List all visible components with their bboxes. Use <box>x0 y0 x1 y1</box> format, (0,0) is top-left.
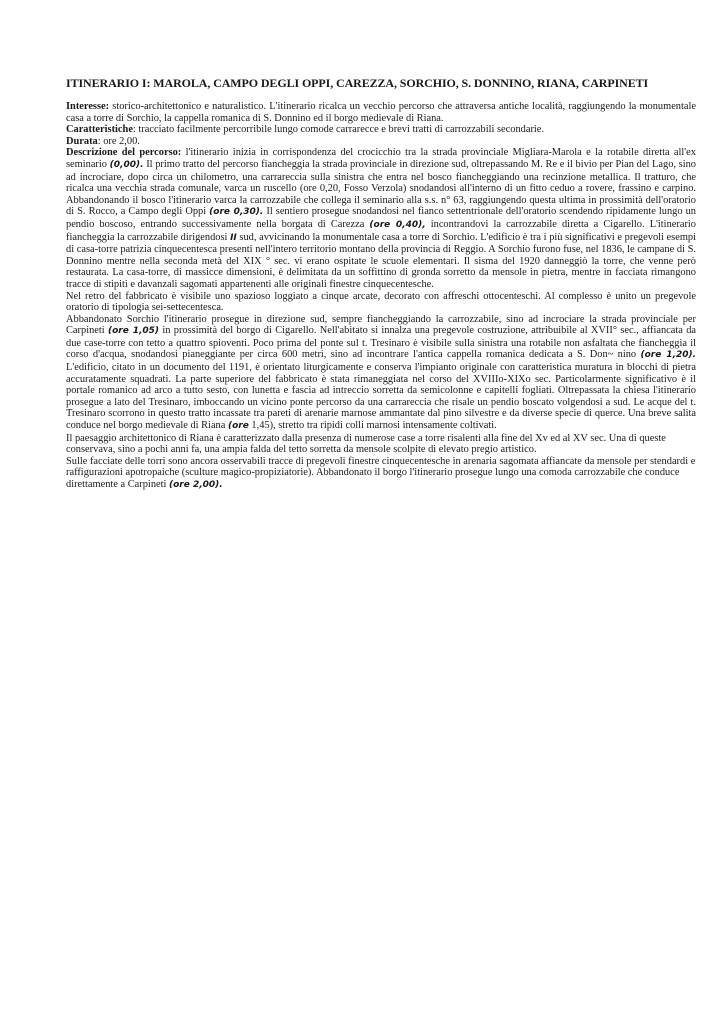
paragraph-abbandonato <box>66 314 696 433</box>
text-caratteristiche: : tracciato facilmente percorribile lungo comode carrarecce e brevi tratti di carrozzabili secondarie. <box>132 124 545 136</box>
handwritten-time-note: (ore 1,05) <box>108 326 160 337</box>
text-segment: in prossimità del borgo di Cigarello. Nell'abitato si innalza una pregevole costruzione, attribuibile al XVII° sec., affiancata da due case-torre con tetto a quattro spioventi. Poco prima del ponte sul t. Tresinaro è visibile sulla sinistra una rotabile non asfaltata che fiancheggia il corso d'acqua, snodandosi pianeggiante per circa 600 metri, sino ad incontrare l'antica cappella romanica dedicata a S. Don~ nino <box>66 325 697 361</box>
document-body <box>66 76 696 492</box>
text-segment: incontrandovi la carrozzabile diretta a Cigarello. L'itinerario fiancheggia la carrozzabile dirigendosi <box>66 218 696 243</box>
paragraph-retro: Nel retro del fabbricato è visibile uno spazioso loggiato a cinque arcate, decorato con affreschi ottocenteschi. Al complesso è unito un pregevole oratorio di tipologia sei-settecentesca. <box>66 290 696 314</box>
label-caratteristiche: Caratteristiche <box>66 124 133 136</box>
text-interesse: storico-architettonico e naturalistico. L'itinerario ricalca un vecchio percorso che attraversa antiche località, raggiungendo la monumentale casa a torre di Sorchio, la cappella romanica di S. Donnino ed il borgo medievale di Riana. <box>66 101 696 124</box>
text-segment: Abbandonato Sorchio l'itinerario prosegue in direzione sud, sempre fiancheggiando la carrozzabile, sino ad incrociare la strada provinciale per Carpineti <box>66 313 696 337</box>
itinerary-title: ITINERARIO I: MAROLA, CAMPO DEGLI OPPI, CAREZZA, SORCHIO, S. DONNINO, RIANA, CARPINETI <box>66 76 649 90</box>
text-segment: L'edificio, citato in un documento del 1191, è orientato liturgicamente e conserva l'impianto originale con caratteristica muratura in blocchi di pietra accuratamente squadrati. La parte superiore del fabbricato è stata rimaneggiata nel corso del XVIIIo-XIXo sec. Particolarmente significativo è il portale romanico ad arco a tutto sesto, con lunetta e fascia ad intreccio sorretta da semicolonne e capitelli fogliati. Oltrepassata la chiesa l'itinerario prosegue a lato del Tresinaro, imboccando un vicino ponte percorso da una carrareccia che risale un pendio boscato volgendosi a sud. Le acque del t. Tresinaro scorrono in questo tratto incassate tra pareti di arenarie marnose ammantate dal pino silvestre e da diverse specie di querce. Una breve salita conduce nel borgo medievale di Riana <box>66 362 696 432</box>
handwritten-time-note: (ore 2,00). <box>169 480 223 490</box>
paragraph-paesaggio: Il paesaggio architettonico di Riana è caratterizzato dalla presenza di numerose case a torre risalenti alla fine del Xv ed al XV sec. Una di queste conservava, sino a pochi anni fa, una ampia falda del tetto sorretta da mensole scolpite di elevato pregio artistico. <box>66 432 666 456</box>
paragraph-durata <box>66 136 696 148</box>
text-segment: Il primo tratto del percorso fiancheggia la strada provinciale in direzione sud, oltrepassando M. Re e il bivio per Pian del Lago, sino ad incrociare, dopo circa un chilometro, una carrareccia sulla sinistra che entra nel bosco fiancheggiando una recinzione metallica. Il tratturo, che ricalca una vecchia strada comunale, varca un ruscello (ore 0,20, Fosso Verzola) snodandosi all'interno di un fitto ceduo a rovere, frassino e carpino. Abbandonando il bosco l'itinerario varca la carrozzabile che collega il seminario alla s.s. n° 63, raggiungendo questa ultima in prossimità dell'oratorio di S. Rocco, a Campo degli Oppi <box>66 158 696 218</box>
handwritten-time-note: (ore 0,30). <box>209 207 264 218</box>
text-segment: sud, avvicinando la monumentale casa a torre di Sorchio. L'edificio è tra i più significativi e pregevoli esempi di casa-torre patrizia cinquecentesca presenti nell'intero territorio montano della provincia di Reggio. A Sorchio furono fuse, nel 1836, le campane di S. Donnino mentre nella seconda metà del XIX ° sec. vi erano ospitate le scuole elementari. Il sisma del 1920 danneggiò la torre, che venne però restaurata. La casa-torre, di massicce dimensioni, è delimitata da un soffittino di gronda sorretto da mensole in pietra, mentre in facciata rimangono tracce di stipiti e davanzali sagomati appartenenti alle originali finestre cinquecentesche. <box>66 231 696 290</box>
paragraph-descrizione <box>66 147 696 290</box>
text-segment: 1,45), stretto tra ripidi colli marnosi intensamente coltivati. <box>248 420 497 432</box>
handwritten-time-note: (ore 0,40), <box>369 219 426 230</box>
handwritten-time-note: (0,00). <box>109 159 144 170</box>
label-interesse: Interesse: <box>66 101 110 112</box>
label-descrizione: Descrizione del percorso: <box>66 147 182 159</box>
handwritten-time-note: (ore 1,20). <box>640 350 696 361</box>
paragraph-facciate <box>66 456 696 492</box>
text-segment: Il sentiero prosegue snodandosi nel fianco settentrionale dell'oratorio scendendo ripidamente lungo un pendio boscoso, entrando successivamente nella borgata di Carezza <box>66 206 696 230</box>
text-segment: Sulle facciate delle torri sono ancora osservabili tracce di pregevoli finestre cinquecentesche in arenaria sagomata affiancate da mensole per stendardi e raffigurazioni apotropaiche (sculture magico-propiziatorie). Abbandonato il borgo l'itinerario prosegue lungo una comoda carrozzabile che conduce direttamente a Carpineti <box>66 455 696 490</box>
paragraph-interesse <box>66 101 696 124</box>
text-durata: : ore 2,00. <box>97 135 140 147</box>
text-segment: l'itinerario inizia in corrispondenza del crocicchio tra la strada provinciale Migliara-Marola e la rotabile diretta all'ex seminario <box>66 147 696 170</box>
handwritten-time-note: (ore <box>227 421 249 432</box>
paragraph-caratteristiche <box>66 124 696 136</box>
handwritten-mark: II <box>230 232 237 243</box>
label-durata: Durata <box>66 135 98 147</box>
